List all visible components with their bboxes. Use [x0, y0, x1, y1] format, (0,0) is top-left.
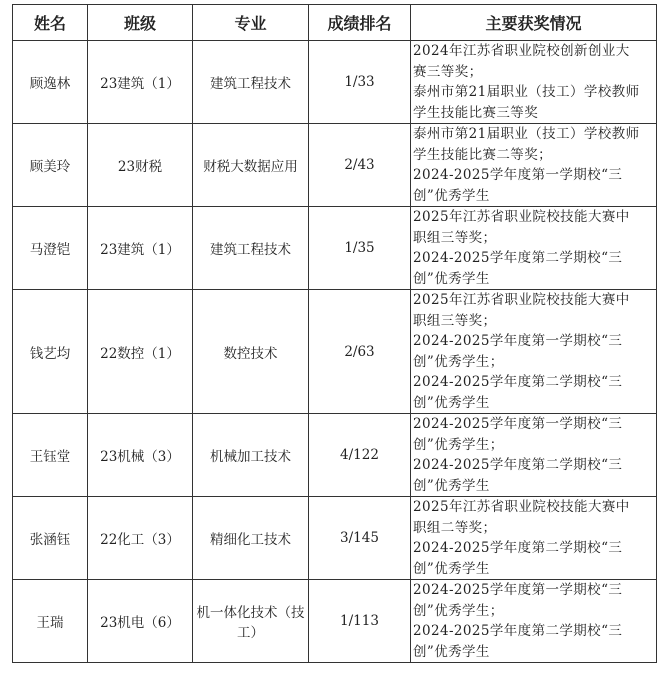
header-major: 专业: [193, 5, 309, 41]
class-cell: 23财税: [88, 124, 193, 207]
award-line: 职组三等奖；: [413, 229, 497, 246]
award-line: 职组三等奖；: [413, 312, 497, 329]
award-line: 2024-2025学年度第二学期校“三: [413, 250, 623, 266]
table-row: [13, 41, 657, 124]
student-awards-table: [12, 4, 657, 663]
class-cell: 23建筑（1）: [88, 41, 193, 124]
class-cell: 22数控（1）: [88, 290, 193, 414]
rank-cell: 2/43: [309, 124, 411, 207]
rank-cell: 2/63: [309, 290, 411, 414]
class-cell: 23机械（3）: [88, 414, 193, 497]
table-row: [13, 414, 657, 497]
award-line: 学生技能比赛二等奖；: [413, 146, 552, 163]
table-row: [13, 580, 657, 663]
award-line: 2024-2025学年度第二学期校“三: [413, 457, 623, 473]
header-rank: 成绩排名: [309, 5, 411, 41]
awards-cell: [411, 290, 657, 414]
class-cell: 22化工（3）: [88, 497, 193, 580]
major-cell: 财税大数据应用: [193, 124, 309, 207]
awards-cell: [411, 497, 657, 580]
award-line: 2024-2025学年度第二学期校“三: [413, 623, 623, 639]
major-cell: 数控技术: [193, 290, 309, 414]
award-line: 2024-2025学年度第一学期校“三: [413, 582, 623, 598]
rank-cell: 4/122: [309, 414, 411, 497]
student-name-cell: 顾逸林: [13, 41, 88, 124]
table-header: [13, 5, 657, 41]
award-line: 职组二等奖；: [413, 519, 497, 536]
table-row: [13, 207, 657, 290]
award-line: 创”优秀学生: [413, 187, 490, 204]
header-class: 班级: [88, 5, 193, 41]
award-line: 学生技能比赛三等奖: [413, 104, 539, 121]
award-line: 创”优秀学生；: [413, 353, 504, 370]
major-cell: 建筑工程技术: [193, 207, 309, 290]
award-line: 泰州市第21届职业（技工）学校教师: [413, 126, 640, 142]
rank-cell: 1/33: [309, 41, 411, 124]
awards-cell: [411, 41, 657, 124]
award-line: 创”优秀学生: [413, 394, 490, 411]
student-name-cell: 顾美玲: [13, 124, 88, 207]
student-name-cell: 张涵钰: [13, 497, 88, 580]
student-name-cell: 王钰堂: [13, 414, 88, 497]
award-line: 创”优秀学生: [413, 477, 490, 494]
award-line: 赛三等奖；: [413, 63, 483, 80]
student-name-cell: 马澄铠: [13, 207, 88, 290]
table-row: [13, 290, 657, 414]
award-line: 2024年江苏省职业院校创新创业大: [413, 43, 630, 59]
award-line: 创”优秀学生；: [413, 602, 504, 619]
student-name-cell: 钱艺均: [13, 290, 88, 414]
table-row: [13, 497, 657, 580]
major-cell: 机械加工技术: [193, 414, 309, 497]
award-line: 2024-2025学年度第二学期校“三: [413, 374, 623, 390]
award-line: 创”优秀学生: [413, 560, 490, 577]
award-line: 2025年江苏省职业院校技能大赛中: [413, 209, 630, 225]
award-line: 2025年江苏省职业院校技能大赛中: [413, 499, 630, 515]
award-line: 2024-2025学年度第一学期校“三: [413, 333, 623, 349]
rank-cell: 1/113: [309, 580, 411, 663]
major-cell: 机一体化技术（技工）: [193, 580, 309, 663]
awards-cell: [411, 580, 657, 663]
awards-cell: [411, 207, 657, 290]
table-body: [13, 41, 657, 663]
header-name: 姓名: [13, 5, 88, 41]
award-line: 2024-2025学年度第一学期校“三: [413, 167, 623, 183]
header-awards: 主要获奖情况: [411, 5, 657, 41]
award-line: 2024-2025学年度第一学期校“三: [413, 416, 623, 432]
rank-cell: 1/35: [309, 207, 411, 290]
major-cell: 建筑工程技术: [193, 41, 309, 124]
student-name-cell: 王瑞: [13, 580, 88, 663]
award-line: 创”优秀学生；: [413, 436, 504, 453]
table-row: [13, 124, 657, 207]
awards-cell: [411, 414, 657, 497]
awards-cell: [411, 124, 657, 207]
award-line: 泰州市第21届职业（技工）学校教师: [413, 84, 640, 100]
award-line: 2024-2025学年度第二学期校“三: [413, 540, 623, 556]
class-cell: 23机电（6）: [88, 580, 193, 663]
class-cell: 23建筑（1）: [88, 207, 193, 290]
rank-cell: 3/145: [309, 497, 411, 580]
award-line: 创”优秀学生: [413, 270, 490, 287]
header-row: [13, 5, 657, 41]
award-line: 创”优秀学生: [413, 643, 490, 660]
award-line: 2025年江苏省职业院校技能大赛中: [413, 292, 630, 308]
major-cell: 精细化工技术: [193, 497, 309, 580]
